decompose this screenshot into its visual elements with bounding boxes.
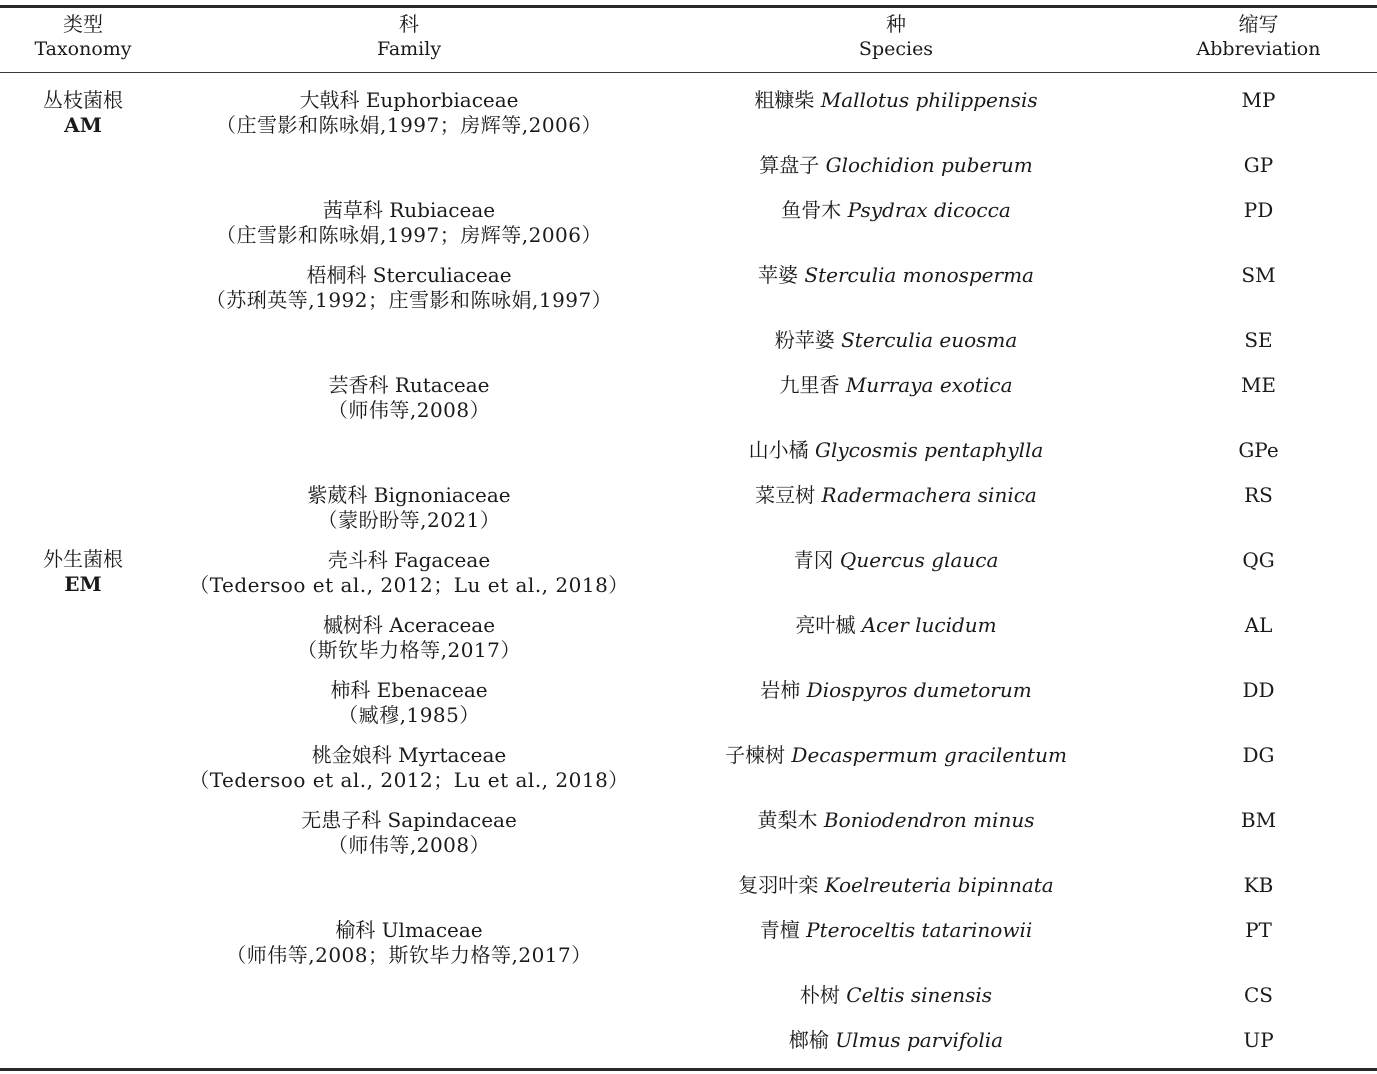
type-am-zh: 丛枝菌根 <box>43 88 123 112</box>
species-sci: Glochidion puberum <box>825 153 1033 177</box>
species-zh: 粉苹婆 <box>774 328 835 352</box>
header-type-en: Taxonomy <box>34 38 132 60</box>
species-cell <box>652 743 1140 768</box>
species-cell <box>652 678 1140 703</box>
species-cell <box>652 438 1140 463</box>
family-cell <box>166 808 652 858</box>
species-cell <box>652 1028 1140 1053</box>
family-name: 榆科 Ulmaceae <box>335 918 483 942</box>
abbr-cell: GPe <box>1238 438 1279 462</box>
header-abbr-en: Abbreviation <box>1196 38 1321 60</box>
abbr-cell: PT <box>1245 918 1272 942</box>
abbr-cell: RS <box>1244 483 1273 507</box>
abbr-cell: ME <box>1240 373 1277 397</box>
family-name: 芸香科 Rutaceae <box>328 373 490 397</box>
abbr-cell: CS <box>1243 983 1273 1007</box>
species-cell <box>652 918 1140 943</box>
type-em-zh: 外生菌根 <box>43 547 123 571</box>
species-sci: Decaspermum gracilentum <box>791 743 1067 767</box>
species-zh: 苹婆 <box>758 263 799 287</box>
species-zh: 复羽叶栾 <box>738 873 819 897</box>
family-ref: （师伟等,2008；斯钦毕力格等,2017） <box>226 943 592 967</box>
family-cell <box>166 88 652 138</box>
family-cell <box>166 918 652 968</box>
species-sci: Diospyros dumetorum <box>806 678 1032 702</box>
species-zh: 青冈 <box>793 548 834 572</box>
species-zh: 粗糠柴 <box>754 88 815 112</box>
family-name: 桃金娘科 Myrtaceae <box>311 743 507 767</box>
species-sci: Glycosmis pentaphylla <box>815 438 1044 462</box>
header-family <box>166 12 652 62</box>
type-am-en: AM <box>64 113 102 137</box>
species-cell <box>652 548 1140 573</box>
species-sci: Murraya exotica <box>845 373 1013 397</box>
header-family-zh: 科 <box>399 12 419 36</box>
species-cell <box>652 483 1140 508</box>
family-ref: （Tedersoo et al., 2012；Lu et al., 2018） <box>189 768 629 792</box>
header-abbr-zh: 缩写 <box>1238 12 1279 36</box>
family-cell <box>166 198 652 248</box>
header-family-en: Family <box>376 38 442 60</box>
abbr-cell: MP <box>1241 88 1276 112</box>
species-zh: 鱼骨木 <box>781 198 842 222</box>
family-name: 紫葳科 Bignoniaceae <box>307 483 511 507</box>
family-name: 柿科 Ebenaceae <box>330 678 488 702</box>
species-sci: Radermachera sinica <box>821 483 1037 507</box>
species-cell <box>652 613 1140 638</box>
species-sci: Sterculia euosma <box>841 328 1018 352</box>
species-cell <box>652 983 1140 1008</box>
family-cell <box>166 548 652 598</box>
header-species <box>652 12 1140 62</box>
family-name: 大戟科 Euphorbiaceae <box>299 88 519 112</box>
species-zh: 黄梨木 <box>757 808 818 832</box>
family-cell <box>166 483 652 533</box>
table-top-rule <box>0 5 1377 8</box>
species-sci: Pteroceltis tatarinowii <box>806 918 1033 942</box>
family-ref: （师伟等,2008） <box>327 398 491 422</box>
family-ref: （臧穆,1985） <box>338 703 480 727</box>
family-name: 梧桐科 Sterculiaceae <box>306 263 512 287</box>
family-ref: （蒙盼盼等,2021） <box>317 508 501 532</box>
abbr-cell: KB <box>1243 873 1274 897</box>
species-sci: Psydrax dicocca <box>847 198 1011 222</box>
species-cell <box>652 373 1140 398</box>
species-sci: Celtis sinensis <box>846 983 993 1007</box>
species-zh: 九里香 <box>779 373 840 397</box>
abbr-cell: BM <box>1240 808 1277 832</box>
family-cell <box>166 263 652 313</box>
table-bottom-rule <box>0 1068 1377 1071</box>
species-sci: Koelreuteria bipinnata <box>824 873 1054 897</box>
family-ref: （斯钦毕力格等,2017） <box>297 638 521 662</box>
abbr-cell: DD <box>1242 678 1275 702</box>
species-cell <box>652 808 1140 833</box>
family-ref: （庄雪影和陈咏娟,1997；房辉等,2006） <box>215 223 602 247</box>
type-em <box>0 547 166 597</box>
species-zh: 子楝树 <box>725 743 786 767</box>
header-abbr <box>1140 12 1377 62</box>
family-ref: （庄雪影和陈咏娟,1997；房辉等,2006） <box>215 113 602 137</box>
abbr-cell: GP <box>1243 153 1274 177</box>
species-zh: 山小橘 <box>748 438 809 462</box>
abbr-cell: AL <box>1244 613 1273 637</box>
species-cell <box>652 263 1140 288</box>
family-cell <box>166 613 652 663</box>
species-cell <box>652 328 1140 353</box>
species-sci: Boniodendron minus <box>823 808 1035 832</box>
abbr-cell: SE <box>1244 328 1273 352</box>
family-cell <box>166 743 652 793</box>
species-zh: 朴树 <box>799 983 840 1007</box>
species-zh: 青檀 <box>759 918 800 942</box>
species-cell <box>652 153 1140 178</box>
family-name: 无患子科 Sapindaceae <box>301 808 517 832</box>
abbr-cell: DG <box>1242 743 1275 767</box>
species-cell <box>652 198 1140 223</box>
type-am <box>0 88 166 138</box>
header-species-en: Species <box>858 38 934 60</box>
header-type-zh: 类型 <box>63 12 103 36</box>
family-ref: （师伟等,2008） <box>327 833 491 857</box>
family-ref: （Tedersoo et al., 2012；Lu et al., 2018） <box>189 573 629 597</box>
abbr-cell: PD <box>1243 198 1274 222</box>
species-sci: Sterculia monosperma <box>804 263 1034 287</box>
species-sci: Mallotus philippensis <box>820 88 1038 112</box>
species-zh: 榔榆 <box>788 1028 829 1052</box>
species-cell <box>652 873 1140 898</box>
species-sci: Acer lucidum <box>861 613 997 637</box>
species-cell <box>652 88 1140 113</box>
species-zh: 亮叶槭 <box>795 613 856 637</box>
type-em-en: EM <box>64 572 102 596</box>
header-species-zh: 种 <box>886 12 906 36</box>
abbr-cell: UP <box>1243 1028 1274 1052</box>
species-zh: 算盘子 <box>759 153 820 177</box>
species-zh: 岩柿 <box>760 678 801 702</box>
family-cell <box>166 373 652 423</box>
abbr-cell: QG <box>1242 548 1275 572</box>
species-zh: 菜豆树 <box>755 483 816 507</box>
species-sci: Quercus glauca <box>839 548 999 572</box>
header-type <box>0 12 166 62</box>
abbr-cell: SM <box>1241 263 1276 287</box>
table-header-rule <box>0 72 1377 73</box>
family-name: 壳斗科 Fagaceae <box>327 548 491 572</box>
family-name: 槭树科 Aceraceae <box>322 613 496 637</box>
family-ref: （苏琍英等,1992；庄雪影和陈咏娟,1997） <box>205 288 613 312</box>
family-cell <box>166 678 652 728</box>
family-name: 茜草科 Rubiaceae <box>322 198 496 222</box>
species-sci: Ulmus parvifolia <box>835 1028 1004 1052</box>
